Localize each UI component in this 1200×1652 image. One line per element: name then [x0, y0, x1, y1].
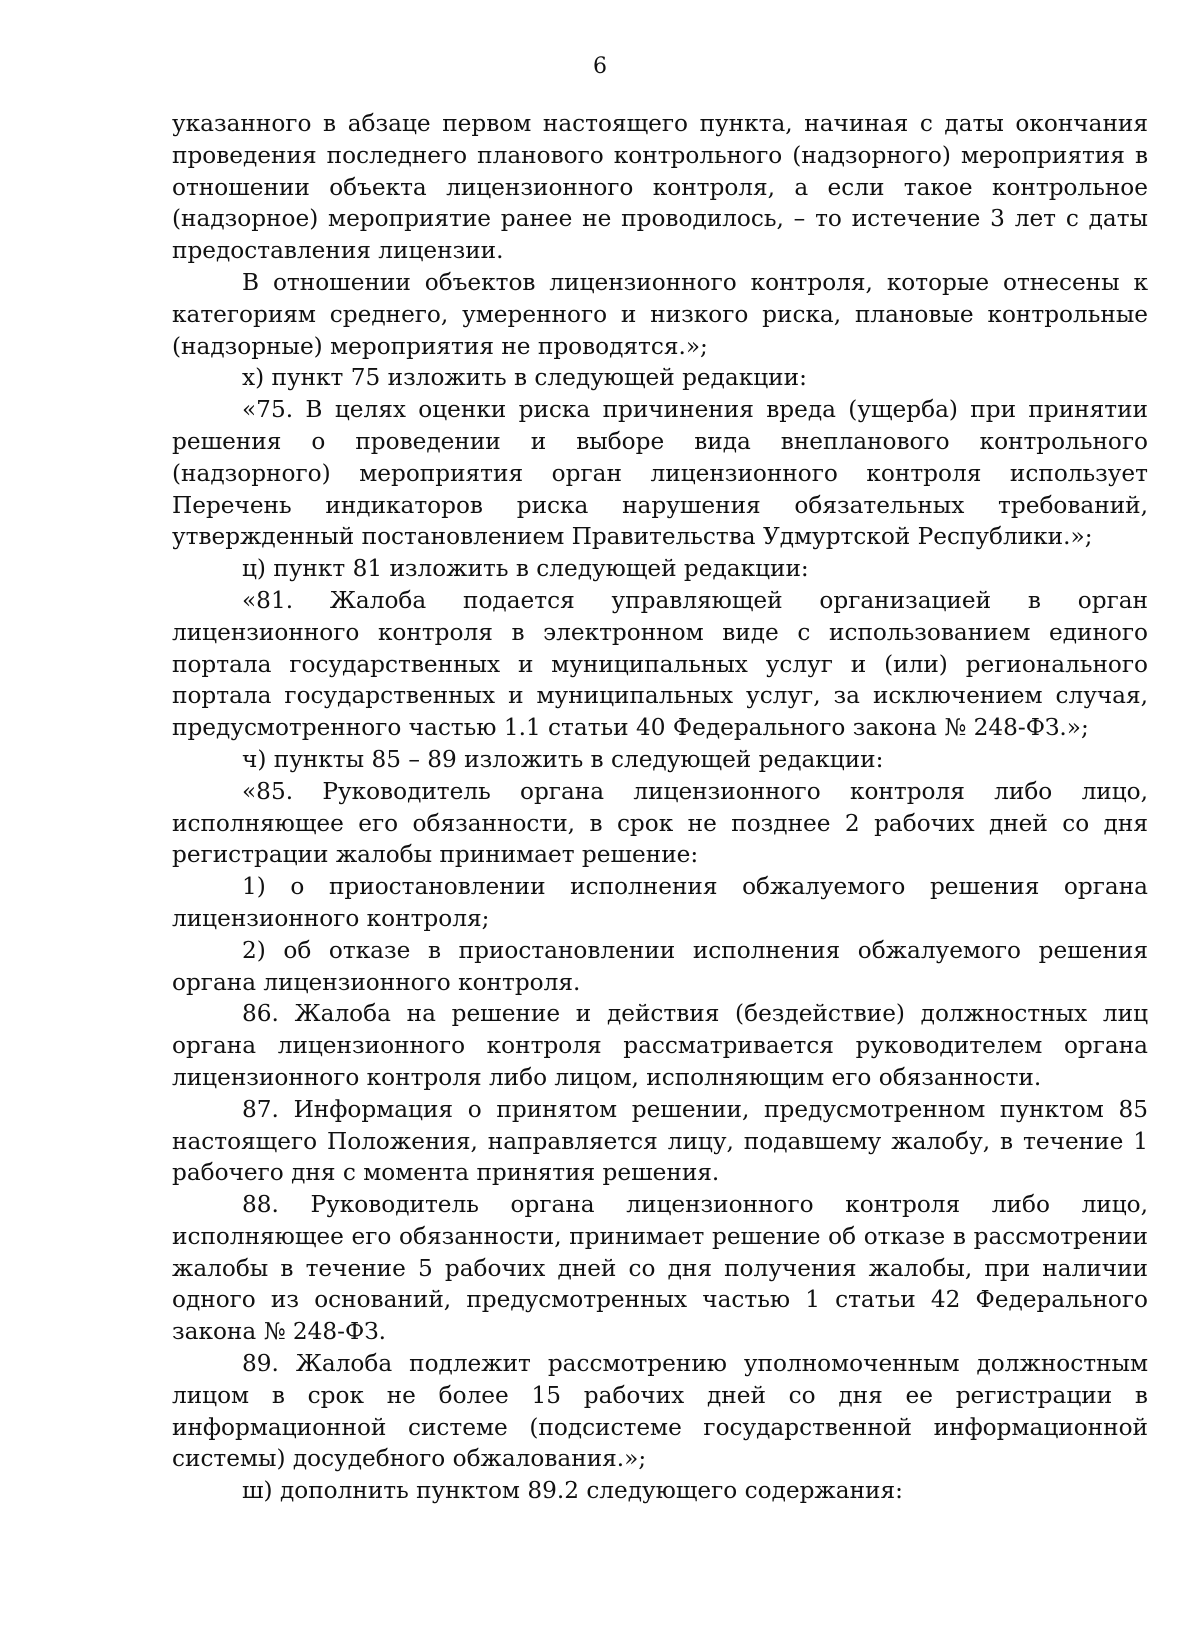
- page-number: 6: [593, 54, 607, 79]
- paragraph-amendment-sh: ш) дополнить пунктом 89.2 следующего содержания:: [242, 1477, 903, 1505]
- paragraph-amendment-ts: ц) пункт 81 изложить в следующей редакции:: [242, 555, 809, 583]
- paragraph-clause-87: 87. Информация о принятом решении, предусмотренном пунктом 85 настоящего Положения, направляется лицу, подавшему жалобу, в течение 1 рабочего дня с момента принятия решения.: [172, 1095, 1148, 1187]
- paragraph-amendment-ch: ч) пункты 85 – 89 изложить в следующей редакции:: [242, 745, 884, 773]
- paragraph-clause-88: 88. Руководитель органа лицензионного контроля либо лицо, исполняющее его обязанности, принимает решение об отказе в рассмотрении жалобы в течение 5 рабочих дней со дня получения жалобы, при наличии одного из оснований, предусмотренных частью 1 статьи 42 Федерального закона № 248-ФЗ.: [172, 1191, 1148, 1346]
- paragraph-clause-86: 86. Жалоба на решение и действия (бездействие) должностных лиц органа лицензионного контроля рассматривается руководителем органа лицензионного контроля либо лицом, исполняющим его обязанности.: [172, 1000, 1148, 1091]
- paragraph-clause-81: «81. Жалоба подается управляющей организацией в орган лицензионного контроля в электронном виде с использованием единого портала государственных и муниципальных услуг и (или) регионального портала государственных и муниципальных услуг, за исключением случая, предусмотренного частью 1.1 статьи 40 Федерального закона № 248-ФЗ.»;: [172, 586, 1148, 742]
- paragraph-clause-89: 89. Жалоба подлежит рассмотрению уполномоченным должностным лицом в срок не более 15 рабочих дней со дня ее регистрации в информационной системе (подсистеме государственной информационной системы) досудебного обжалования.»;: [172, 1350, 1148, 1473]
- paragraph-clause-75: «75. В целях оценки риска причинения вреда (ущерба) при принятии решения о проведении и выборе вида внепланового контрольного (надзорного) мероприятия орган лицензионного контроля использует Перечень индикаторов риска нарушения обязательных требований, утвержденный постановлением Правительства Удмуртской Республики.»;: [172, 396, 1148, 551]
- paragraph-continuation: указанного в абзаце первом настоящего пункта, начиная с даты окончания проведения последнего планового контрольного (надзорного) мероприятия в отношении объекта лицензионного контроля, а если такое контрольное (надзорное) мероприятие ранее не проводилось, – то истечение 3 лет с даты предоставления лицензии.: [172, 110, 1148, 265]
- paragraph-clause-85-item-1: 1) о приостановлении исполнения обжалуемого решения органа лицензионного контроля;: [172, 873, 1148, 932]
- paragraph-amendment-x: х) пункт 75 изложить в следующей редакции:: [242, 364, 807, 392]
- paragraph-clause-85-item-2: 2) об отказе в приостановлении исполнения обжалуемого решения органа лицензионного контроля.: [172, 936, 1148, 996]
- document-body: [172, 108, 1148, 1507]
- paragraph-clause-85: «85. Руководитель органа лицензионного контроля либо лицо, исполняющее его обязанности, в срок не позднее 2 рабочих дней со дня регистрации жалобы принимает решение:: [172, 777, 1148, 869]
- paragraph-risk-categories: В отношении объектов лицензионного контроля, которые отнесены к категориям среднего, умеренного и низкого риска, плановые контрольные (надзорные) мероприятия не проводятся.»;: [172, 268, 1148, 360]
